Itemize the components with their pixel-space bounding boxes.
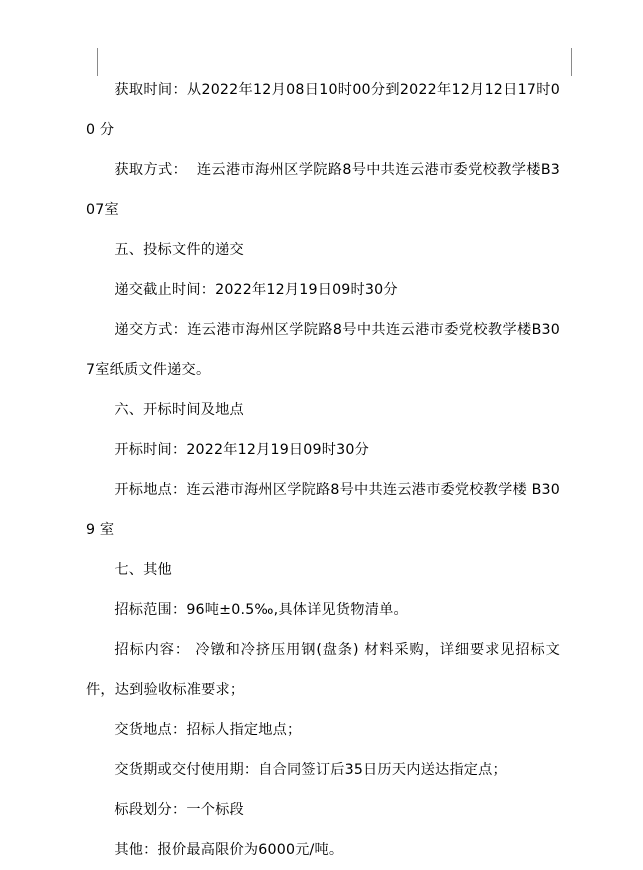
paragraph-delivery-place: 交货地点：招标人指定地点； bbox=[114, 722, 302, 738]
paragraph-lot-division: 标段划分：一个标段 bbox=[114, 802, 244, 818]
paragraph-acquire-time: 获取时间：从2022年12月08日10时00分到2022年12月12日17时00 分 bbox=[86, 82, 560, 138]
heading-section-five: 五、投标文件的递交 bbox=[114, 242, 244, 258]
paragraph-bid-content: 招标内容： 冷镦和冷挤压用钢(盘条) 材料采购，详细要求见招标文件，达到验收标准要求； bbox=[86, 642, 560, 698]
paragraph-bid-open-time: 开标时间：2022年12月19日09时30分 bbox=[114, 442, 369, 458]
heading-section-seven: 七、其他 bbox=[114, 562, 172, 578]
paragraph-delivery-period: 交货期或交付使用期：自合同签订后35日历天内送达指定点； bbox=[114, 762, 507, 778]
paragraph-submit-method: 递交方式：连云港市海州区学院路8号中共连云港市委党校教学楼B307室纸质文件递交。 bbox=[86, 322, 560, 378]
paragraph-other-note: 其他：报价最高限价为6000元/吨。 bbox=[114, 842, 344, 858]
paragraph-acquire-method: 获取方式： 连云港市海州区学院路8号中共连云港市委党校教学楼B307室 bbox=[86, 162, 560, 218]
paragraph-bid-scope: 招标范围：96吨±0.5‰,具体详见货物清单。 bbox=[114, 602, 408, 618]
paragraph-bid-open-place: 开标地点：连云港市海州区学院路8号中共连云港市委党校教学楼 B309 室 bbox=[86, 482, 560, 538]
heading-section-six: 六、开标时间及地点 bbox=[114, 402, 244, 418]
margin-guide-top-right bbox=[571, 48, 572, 76]
document-body bbox=[86, 70, 560, 870]
paragraph-submit-deadline: 递交截止时间：2022年12月19日09时30分 bbox=[114, 282, 398, 298]
